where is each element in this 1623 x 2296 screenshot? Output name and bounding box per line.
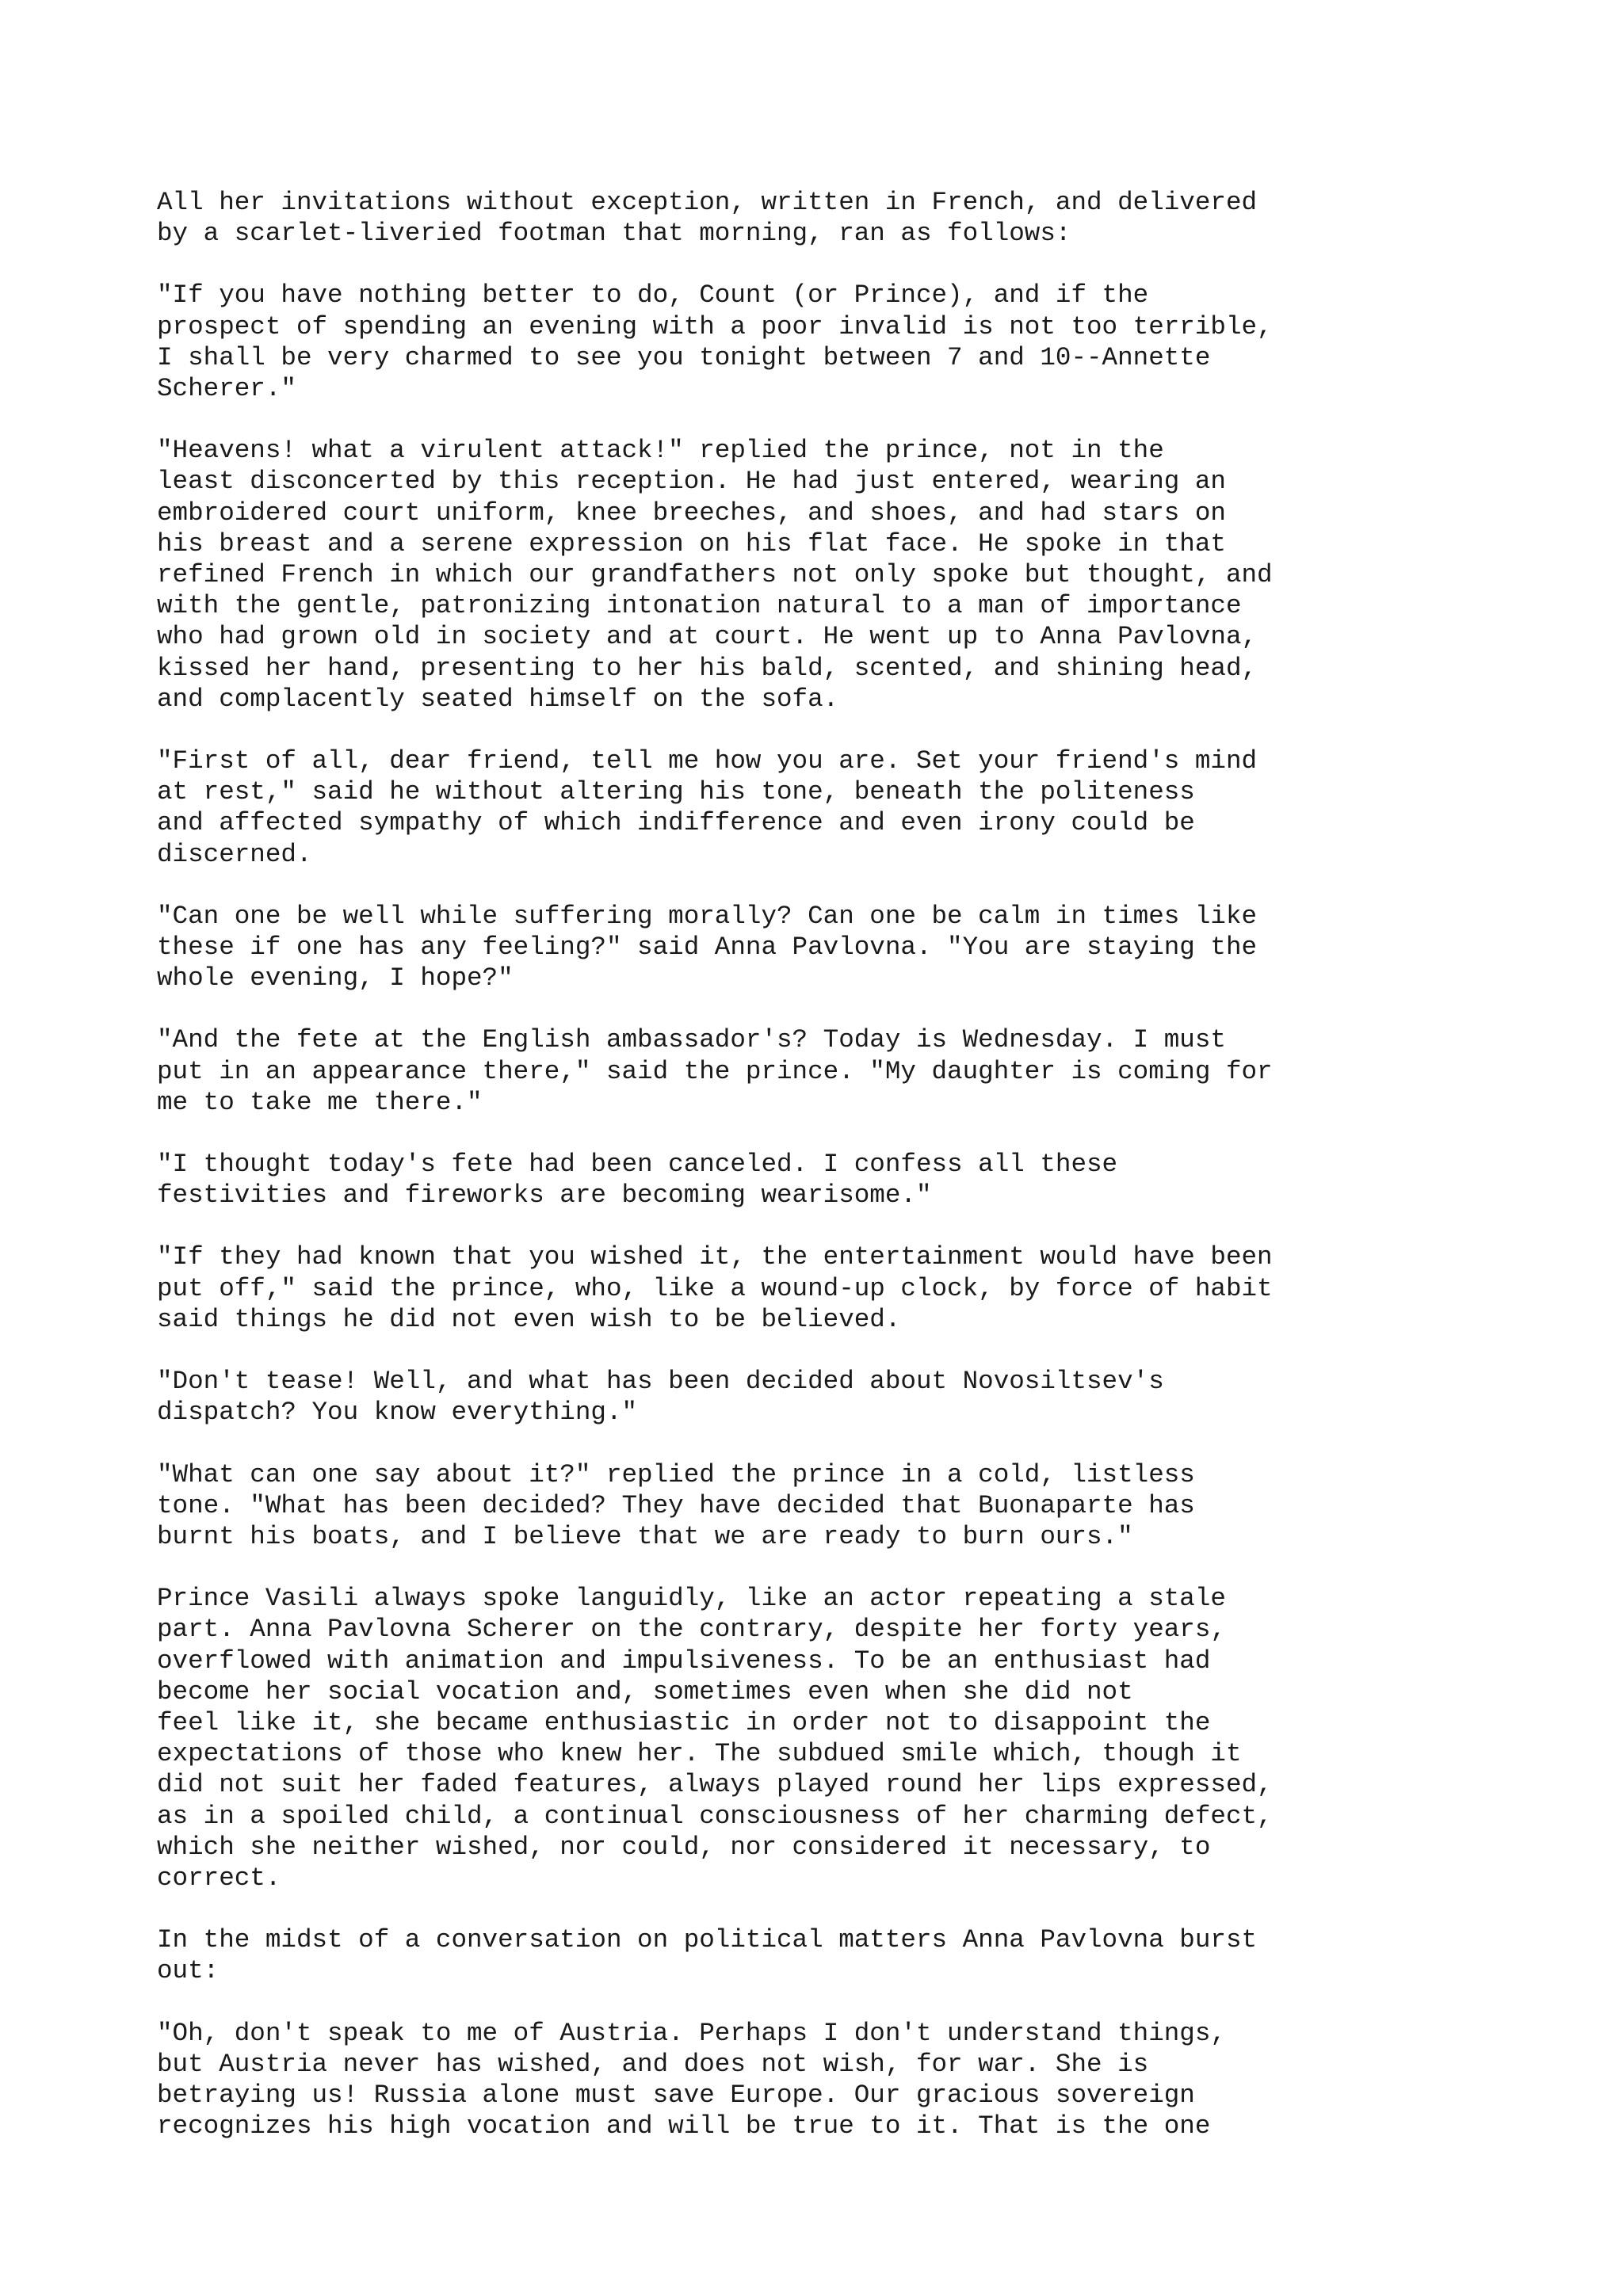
paragraph-4: "First of all, dear friend, tell me how you are. Set your friend's mind at rest," said he without altering his tone, beneath the politeness and affected sympathy of which indifference and even irony could be discerned.	[157, 746, 1258, 869]
paragraph-6: "And the fete at the English ambassador's? Today is Wednesday. I must put in an appearance there," said the prince. "My daughter is coming for me to take me there."	[157, 1025, 1273, 1117]
document-page	[157, 187, 1552, 2172]
paragraph-1: All her invitations without exception, written in French, and delivered by a scarlet-liveried footman that morning, ran as follows:	[157, 188, 1258, 249]
paragraph-9: "Don't tease! Well, and what has been decided about Novosiltsev's dispatch? You know everything."	[157, 1367, 1164, 1428]
paragraph-13: "Oh, don't speak to me of Austria. Perhaps I don't understand things, but Austria never has wished, and does not wish, for war. She is betraying us! Russia alone must save Europe. Our gracious sovereign recognizes his high vocation and will be true to it. That is the one	[157, 2018, 1226, 2142]
paragraph-12: In the midst of a conversation on political matters Anna Pavlovna burst out:	[157, 1925, 1258, 1986]
paragraph-11: Prince Vasili always spoke languidly, like an actor repeating a stale part. Anna Pavlovna Scherer on the contrary, despite her forty years, overflowed with animation and impulsiveness. To be an enthusiast had become her social vocation and, sometimes even when she did not feel like it, she became enthusiastic in order not to disappoint the expectations of those who knew her. The subdued smile which, though it did not suit her faded features, always played round her lips expressed, as in a spoiled child, a continual consciousness of her charming defect, which she neither wished, nor could, nor considered it necessary, to correct.	[157, 1584, 1273, 1893]
paragraph-2: "If you have nothing better to do, Count (or Prince), and if the prospect of spending an evening with a poor invalid is not too terrible, I shall be very charmed to see you tonight between 7 and 10--Annette Scherer."	[157, 280, 1273, 404]
paragraph-8: "If they had known that you wished it, the entertainment would have been put off," said the prince, who, like a wound-up clock, by force of habit said things he did not even wish to be believed.	[157, 1242, 1273, 1334]
paragraph-3: "Heavens! what a virulent attack!" replied the prince, not in the least disconcerted by this reception. He had just entered, wearing an embroidered court uniform, knee breeches, and shoes, and had stars on his breast and a serene expression on his flat face. He spoke in that refined French in which our grandfathers not only spoke but thought, and with the gentle, patronizing intonation natural to a man of importance who had grown old in society and at court. He went up to Anna Pavlovna, kissed her hand, presenting to her his bald, scented, and shining head, and complacently seated himself on the sofa.	[157, 436, 1273, 714]
paragraph-7: "I thought today's fete had been canceled. I confess all these festivities and fireworks are becoming wearisome."	[157, 1150, 1118, 1211]
paragraph-5: "Can one be well while suffering morally? Can one be calm in times like these if one has any feeling?" said Anna Pavlovna. "You are staying the whole evening, I hope?"	[157, 901, 1258, 994]
paragraph-10: "What can one say about it?" replied the prince in a cold, listless tone. "What has been decided? They have decided that Buonaparte has burnt his boats, and I believe that we are ready to burn ours."	[157, 1459, 1195, 1551]
